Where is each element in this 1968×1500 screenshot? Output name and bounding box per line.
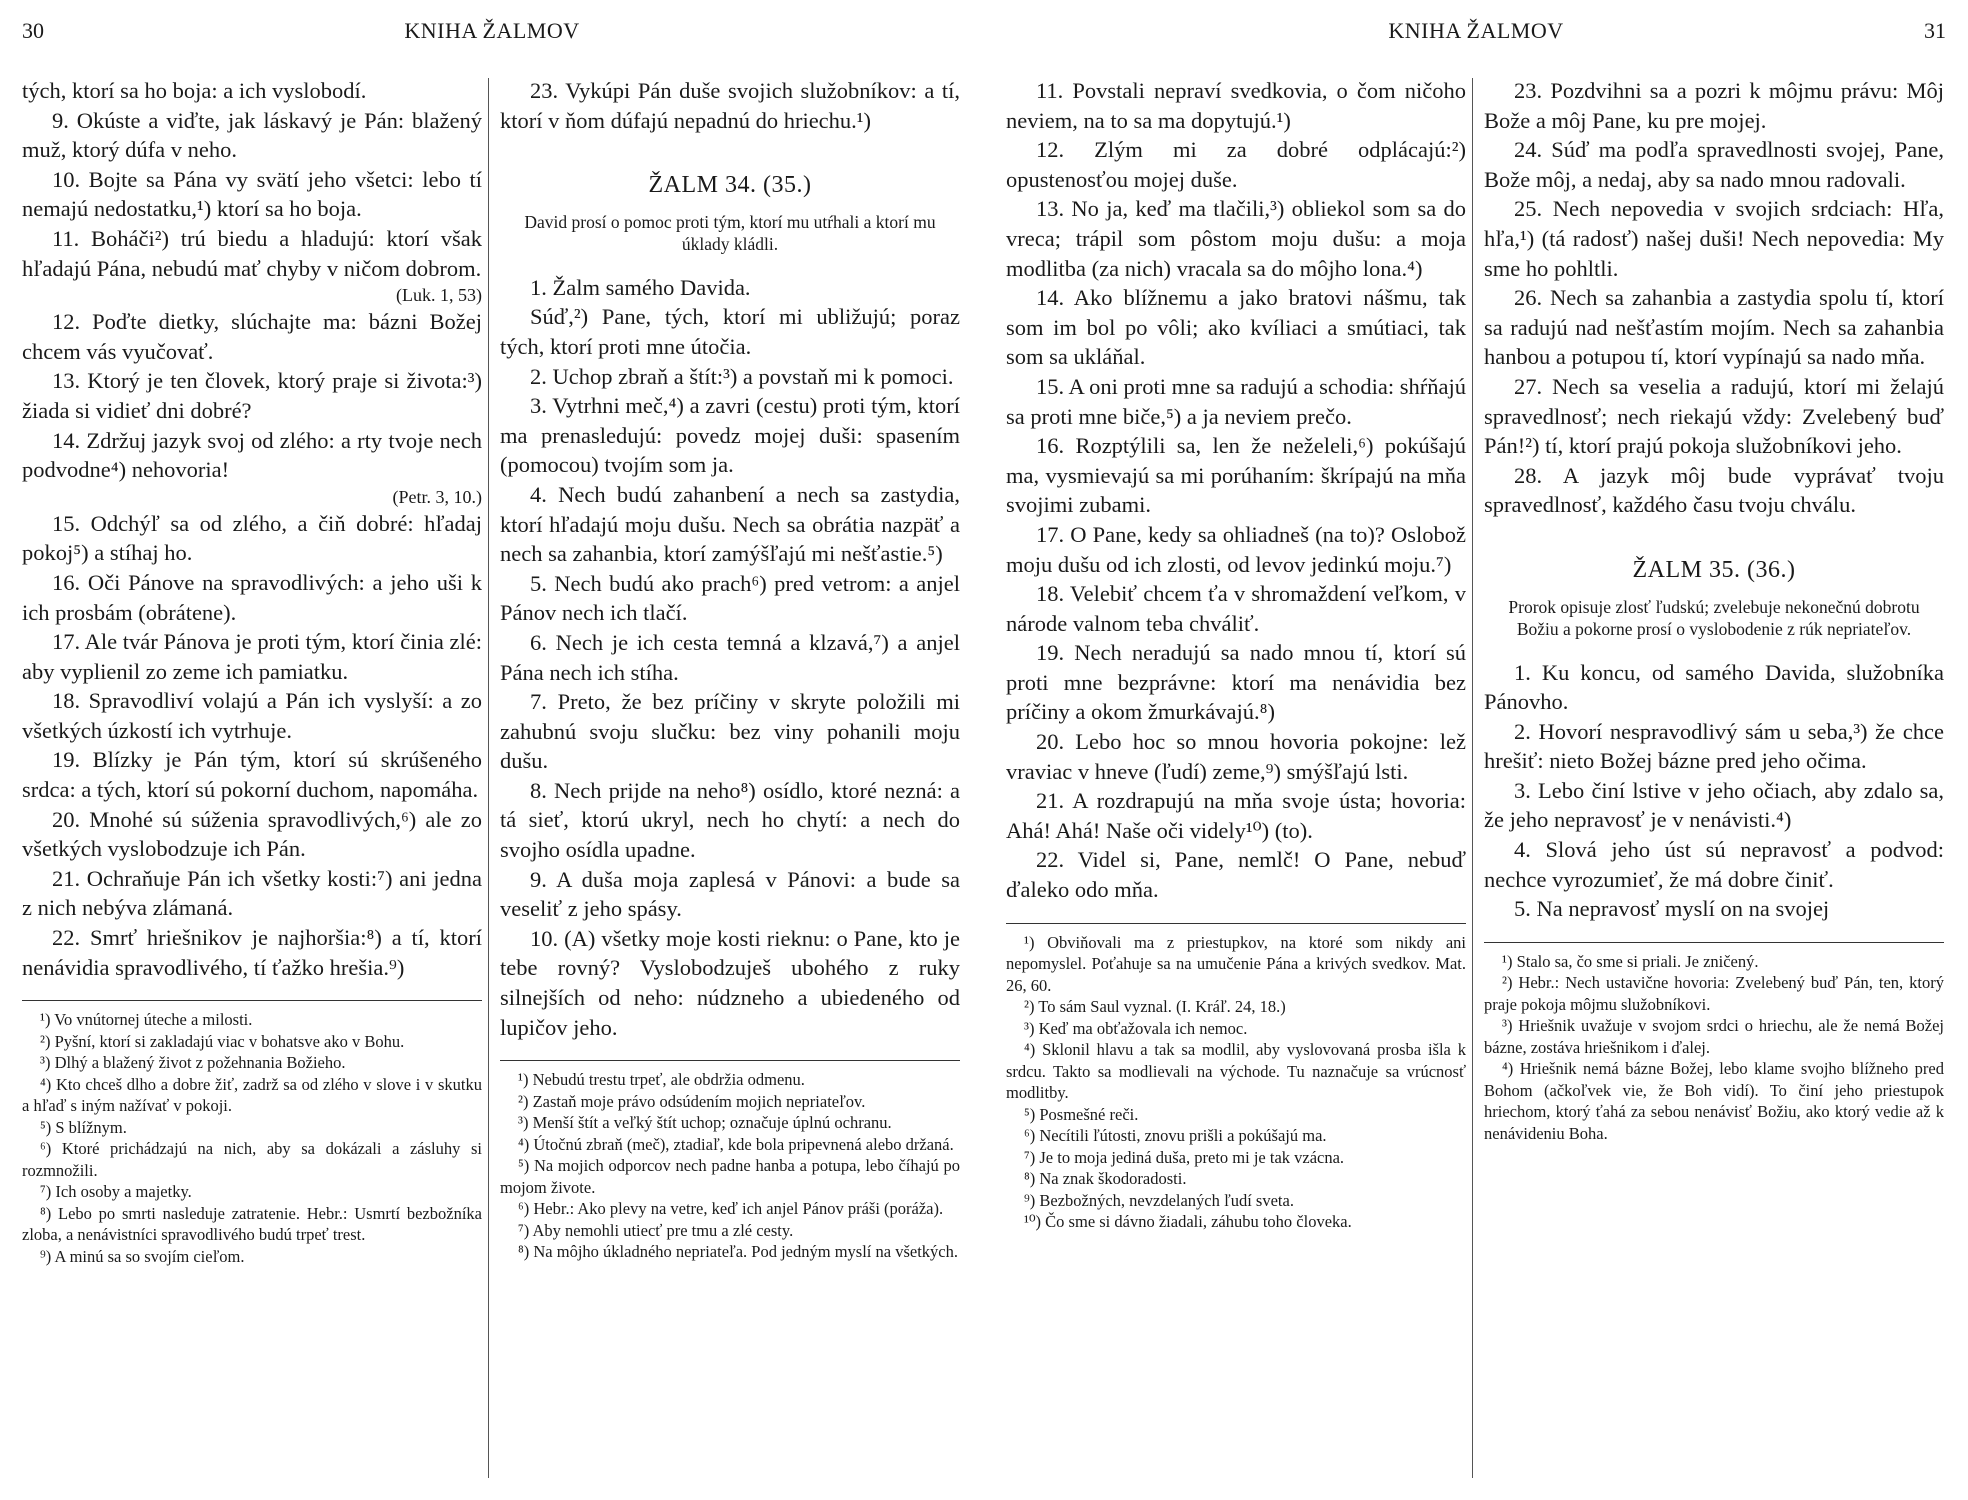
- right-page: [984, 0, 1968, 1500]
- footnote: ⁸) Lebo po smrti nasleduje zatratenie. Hebr.: Usmrtí bezbožníka zloba, a nenávistníci spravodlivého budú trpeť trest.: [22, 1203, 482, 1245]
- footnote: ⁵) S blížnym.: [40, 1117, 127, 1137]
- verse: 16. Oči Pánove na spravodlivých: a jeho uši k ich prosbám (obrátene).: [22, 569, 482, 625]
- footnote: ⁸) Na môjho úkladného nepriateľa. Pod jedným myslí na všetkých.: [518, 1242, 958, 1262]
- verse: 20. Lebo hoc so mnou hovoria pokojne: lež vraviac v hneve (ľudí) zeme,⁹) smýšľajú lsti.: [1006, 729, 1466, 784]
- footnote: ²) To sám Saul vyznal. (I. Kráľ. 24, 18.): [1024, 997, 1286, 1017]
- verse: 14. Ako blížnemu a jako bratovi nášmu, tak som im bol po vôli; ako kvíliaci a smútiaci, tak som sa ukláňal.: [1006, 285, 1466, 370]
- footnote: ³) Hriešnik uvažuje v svojom srdci o hriechu, ale že nemá Božej bázne, zostáva hriešnikom i ďalej.: [1484, 1016, 1944, 1057]
- cross-reference: (Petr. 3, 10.): [392, 486, 482, 507]
- footnotes: [500, 1069, 960, 1263]
- footnote: ⁶) Hebr.: Ako plevy na vetre, keď ich anjel Pánov práši (poráža).: [518, 1199, 944, 1219]
- verse: 12. Zlým mi za dobré odplácajú:²) opustenosťou mojej duše.: [1006, 137, 1466, 192]
- verse: 27. Nech sa veselia a radujú, ktorí mi želajú spravedlnosť; nech riekajú vždy: Zvelebený buď Pán!²) tí, ktorí prajú pokoja služobníkovi jeho.: [1484, 373, 1944, 459]
- verse: 22. Videl si, Pane, nemlč! O Pane, nebuď ďaleko odo mňa.: [1006, 847, 1466, 903]
- footnote: ²) Pyšní, ktorí si zakladajú viac v bohatsve ako v Bohu.: [40, 1031, 405, 1051]
- verse: 19. Blízky je Pán tým, ktorí sú skrúšeného srdca: a tých, ktorí sú pokorní duchom, napomáha.: [22, 747, 482, 803]
- footnotes: [1484, 951, 1944, 1145]
- footnote-divider: [22, 1000, 482, 1001]
- verse: 26. Nech sa zahanbia a zastydia spolu tí, ktorí sa radujú nad nešťastím mojím. Nech sa zahanbia hanbou a potupou tí, ktorí vypínajú sa nado mňa.: [1484, 285, 1944, 370]
- verse: 4. Slová jeho úst sú nepravosť a podvod: nechce vyrozumieť, že má dobre činiť.: [1484, 837, 1944, 892]
- verse: 15. A oni proti mne sa radujú a schodia: shŕňajú sa proti mne biče,⁵) a ja neviem prečo.: [1006, 373, 1466, 429]
- verse: 7. Preto, že bez príčiny v skryte položili mi zahubnú svoju slučku: bez viny pohanili moju dušu.: [500, 689, 960, 774]
- footnote: ¹) Stalo sa, čo sme si priali. Je zničený.: [1502, 951, 1759, 971]
- verse: 13. Ktorý je ten človek, ktorý praje si života:³) žiada si vidieť dni dobré?: [22, 368, 482, 423]
- psalm-title: ŽALM 34. (35.): [648, 172, 812, 199]
- verse: 1. Ku koncu, od samého Davida, služobníka Pánovho.: [1484, 659, 1944, 715]
- verse: 10. Bojte sa Pána vy svätí jeho všetci: lebo tí nemajú nedostatku,¹) ktorí sa ho boja.: [22, 166, 482, 222]
- psalm-summary: Prorok opisuje zlosť ľudskú; zvelebuje nekonečnú dobrotu Božiu a pokorne prosí o vyslobodenie z rúk nepriateľov.: [1508, 596, 1920, 639]
- verse: 3. Lebo činí lstive v jeho očiach, aby zdalo sa, že jeho nepravosť je v nenávisti.⁴): [1484, 777, 1944, 833]
- verse: 2. Hovorí nespravodlivý sám u seba,³) že chce hrešiť: nieto Božej bázne pred jeho očima.: [1484, 718, 1944, 774]
- verse: 18. Spravodliví volajú a Pán ich vyslyší: a zo všetkých úzkostí ich vytrhuje.: [22, 688, 482, 743]
- verse: 23. Vykúpi Pán duše svojich služobníkov: a tí, ktorí v ňom dúfajú nepadnú do hriechu.¹): [500, 78, 960, 133]
- verse: 21. A rozdrapujú na mňa svoje ústa; hovoria: Ahá! Ahá! Naše oči videly¹⁰) (to).: [1006, 788, 1466, 843]
- verse: 20. Mnohé sú súženia spravodlivých,⁶) ale zo všetkých vyslobodzuje ich Pán.: [22, 806, 482, 862]
- verse: 28. A jazyk môj bude vyprávať tvoju spravedlnosť, každého času tvoju chválu.: [1484, 462, 1944, 518]
- verse: 9. A duša moja zaplesá v Pánovi: a bude sa veseliť z jeho spásy.: [500, 866, 960, 922]
- verse: 14. Zdržuj jazyk svoj od zlého: a rty tvoje nech podvodne⁴) nehovoria!: [22, 427, 482, 483]
- verse: 9. Okúste a viďte, jak láskavý je Pán: blažený muž, ktorý dúfa v neho.: [22, 107, 482, 163]
- verse: 11. Povstali nepraví svedkovia, o čom ničoho neviem, na to sa ma dopytujú.¹): [1006, 78, 1466, 133]
- psalm-summary: David prosí o pomoc proti tým, ktorí mu utŕhali a ktorí mu úklady kládli.: [524, 211, 936, 254]
- right-column-2: [1484, 76, 1944, 1144]
- footnote-divider: [1006, 923, 1466, 924]
- footnote: ³) Menší štít a veľký štít uchop; označuje úplnú ochranu.: [518, 1113, 892, 1133]
- verse: 10. (A) všetky moje kosti rieknu: o Pane, kto je tebe rovný? Vyslobodzuješ ubohého z ruky silnejších od neho: núdzneho a ubiedeného od lupičov jeho.: [500, 925, 960, 1040]
- footnotes: [22, 1009, 482, 1267]
- cross-reference: (Luk. 1, 53): [396, 285, 482, 306]
- left-column-2: [500, 76, 960, 1263]
- footnote: ⁴) Kto chceš dlho a dobre žiť, zadrž sa od zlého v slove i v skutku a hľaď s iným nažívať v pokoji.: [22, 1074, 482, 1116]
- page-number: 31: [1924, 18, 1946, 43]
- verse: 8. Nech prijde na neho⁸) osídlo, ktoré nezná: a tá sieť, ktorú ukryl, nech ho chytí: a nech do svojho osídla upadne.: [500, 777, 960, 863]
- verse: 6. Nech je ich cesta temná a klzavá,⁷) a anjel Pána nech ich stíha.: [500, 629, 960, 685]
- footnote: ¹) Vo vnútornej úteche a milosti.: [40, 1010, 253, 1030]
- verse: 23. Pozdvihni sa a pozri k môjmu právu: Môj Bože a môj Pane, ku pre mojej.: [1484, 78, 1944, 133]
- verse: 1. Žalm samého Davida.: [530, 274, 751, 300]
- verse: 24. Súď ma podľa spravedlnosti svojej, Pane, Bože môj, a nedaj, aby sa nado mnou radovali.: [1484, 137, 1944, 192]
- verse: 11. Boháči²) trú biedu a hladujú: ktorí však hľadajú Pána, nebudú mať chyby v ničom dobrom.: [22, 225, 482, 281]
- verse: 19. Nech neradujú sa nado mnou tí, ktorí sú proti mne bezprávne: ktorí ma nenávidia bez príčiny a okom žmurkávajú.⁸): [1006, 640, 1466, 725]
- footnote: ²) Hebr.: Nech ustavične hovoria: Zvelebený buď Pán, ten, ktorý praje pokoja môjmu služobníkovi.: [1484, 973, 1944, 1014]
- footnote: ⁵) Na mojich odporcov nech padne hanba a potupa, lebo číhajú po mojom živote.: [500, 1156, 960, 1197]
- footnote: ⁸) Na znak škodoradosti.: [1024, 1169, 1187, 1189]
- footnote: ²) Zastaň moje právo odsúdením mojich nepriateľov.: [518, 1091, 866, 1111]
- verse: 17. Ale tvár Pánova je proti tým, ktorí činia zlé: aby vyplienil zo zeme ich pamiatku.: [22, 629, 482, 684]
- footnote: ¹) Obviňovali ma z priestupkov, na ktoré som nikdy ani nepomyslel. Poťahuje sa na umučenie Pána a krivých svedkov. Mat. 26, 60.: [1006, 932, 1466, 995]
- footnote-divider: [1484, 942, 1944, 943]
- verse: 3. Vytrhni meč,⁴) a zavri (cestu) proti tým, ktorí ma prenasledujú: povedz mojej duši: spasením (pomocou) tvojím som ja.: [500, 393, 960, 478]
- footnote: ⁷) Aby nemohli utiecť pre tmu a zlé cesty.: [518, 1220, 794, 1240]
- verse: 12. Poďte dietky, slúchajte ma: bázni Božej chcem vás vyučovať.: [22, 309, 482, 364]
- verse: 16. Rozptýlili sa, len že neželeli,⁶) pokúšajú ma, vysmievajú sa mi porúhaním: škrípajú na mňa svojimi zubami.: [1006, 433, 1466, 518]
- verse: 15. Odchýľ sa od zlého, a čiň dobré: hľadaj pokoj⁵) a stíhaj ho.: [22, 510, 482, 566]
- running-title: KNIHA ŽALMOV: [1388, 18, 1564, 43]
- footnote: ⁹) Bezbožných, nevzdelaných ľudí sveta.: [1024, 1190, 1294, 1210]
- verse: 21. Ochraňuje Pán ich všetky kosti:⁷) ani jedna z nich nebýva zlámaná.: [22, 865, 482, 921]
- column-divider: [488, 78, 489, 1478]
- footnote: ³) Keď ma obťažovala ich nemoc.: [1024, 1018, 1248, 1038]
- verse: 17. O Pane, kedy sa ohliadneš (na to)? Oslobož moju dušu od ich zlosti, od levov jedinkú moju.⁷): [1006, 521, 1466, 577]
- verse: 13. No ja, keď ma tlačili,³) obliekol som sa do vreca; trápil som pôstom moju dušu: a moja modlitba (za nich) vracala sa do môjho lona.⁴): [1006, 196, 1466, 281]
- footnote: ⁶) Ktoré prichádzajú na nich, aby sa dokázali a zásluhy si rozmnožili.: [22, 1139, 482, 1180]
- running-title: KNIHA ŽALMOV: [404, 18, 580, 43]
- verse: tých, ktorí sa ho boja: a ich vyslobodí.: [22, 78, 367, 103]
- footnote: ⁶) Necítili ľútosti, znovu prišli a pokúšajú ma.: [1024, 1126, 1327, 1146]
- column-divider: [1472, 78, 1473, 1478]
- right-page-header: [984, 14, 1968, 50]
- left-column-1: [22, 76, 482, 1267]
- footnotes: [1006, 932, 1466, 1233]
- verse: 5. Nech budú ako prach⁶) pred vetrom: a anjel Pánov nech ich tlačí.: [500, 570, 960, 626]
- footnote-divider: [500, 1060, 960, 1061]
- right-column-1: [1006, 76, 1466, 1233]
- psalm-title: ŽALM 35. (36.): [1632, 556, 1796, 583]
- footnote: ³) Dlhý a blažený život z požehnania Božieho.: [40, 1053, 346, 1073]
- left-page-header: [0, 14, 984, 50]
- footnote: ¹) Nebudú trestu trpeť, ale obdržia odmenu.: [518, 1070, 805, 1090]
- page-number: 30: [22, 18, 44, 43]
- footnote: ⁴) Hriešnik nemá bázne Božej, lebo klame svojho blížneho pred Bohom (ačkoľvek vie, že Boh vidí). To činí jeho priestupok hriechom, ktorý ťahá za sebou nenávisť Božiu, ako ktorý vedie až k nenávideniu Boha.: [1484, 1059, 1944, 1143]
- footnote: ⁴) Sklonil hlavu a tak sa modlil, aby vyslovovaná prosba išla k srdcu. Takto sa modlievali na východe. Tu naznačuje sa vrúcnosť modlitby.: [1006, 1040, 1466, 1103]
- verse: Súď,²) Pane, tých, ktorí mi ubližujú; poraz tých, ktorí proti mne útočia.: [500, 304, 960, 359]
- footnote: ⁷) Ich osoby a majetky.: [40, 1182, 192, 1202]
- verse: 4. Nech budú zahanbení a nech sa zastydia, ktorí hľadajú moju dušu. Nech sa obrátia nazpäť a nech sa zahanbia, ktorí zamýšľajú mi nešťastie.⁵): [500, 481, 960, 567]
- verse: 25. Nech nepovedia v svojich srdciach: Hľa, hľa,¹) (tá radosť) našej duši! Nech nepovedia: My sme ho pohltli.: [1484, 196, 1944, 281]
- verse: 2. Uchop zbraň a štít:³) a povstaň mi k pomoci.: [530, 363, 954, 389]
- footnote: ⁵) Posmešné reči.: [1024, 1104, 1139, 1124]
- verse: 22. Smrť hriešnikov je najhoršia:⁸) a tí, ktorí nenávidia spravodlivého, tí ťažko hrešia.⁹): [22, 925, 482, 980]
- footnote: ⁹) A minú sa so svojím cieľom.: [40, 1246, 245, 1266]
- footnote: ¹⁰) Čo sme si dávno žiadali, záhubu toho človeka.: [1024, 1212, 1352, 1232]
- verse: 5. Na nepravosť myslí on na svojej: [1514, 896, 1830, 922]
- footnote: ⁷) Je to moja jediná duša, preto mi je tak vzácna.: [1024, 1147, 1345, 1167]
- verse: 18. Velebiť chcem ťa v shromaždení veľkom, v národe valnom teba chváliť.: [1006, 581, 1466, 636]
- footnote: ⁴) Útočnú zbraň (meč), ztadiaľ, kde bola pripevnená alebo držaná.: [518, 1134, 954, 1154]
